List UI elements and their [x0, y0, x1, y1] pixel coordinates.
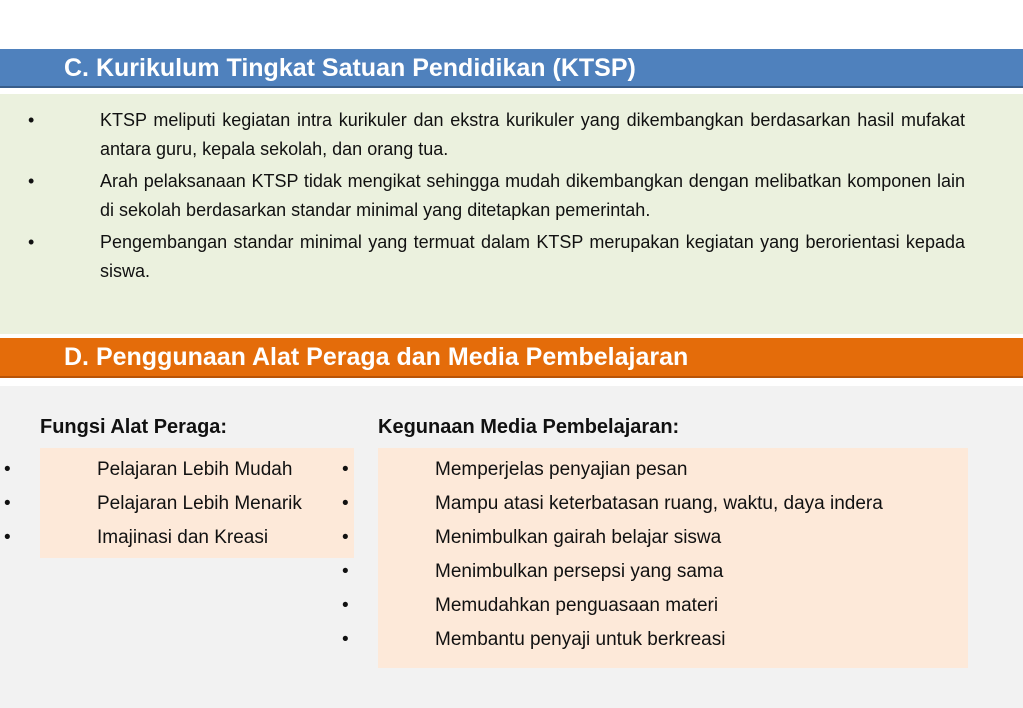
list-item [342, 487, 968, 521]
bullet-icon: • [4, 459, 11, 480]
section-c-content [0, 94, 1023, 334]
bullet-text: Memudahkan penguasaan materi [435, 595, 719, 616]
bullet-text: Membantu penyaji untuk berkreasi [435, 629, 726, 650]
bullet-text: Mampu atasi keterbatasan ruang, waktu, daya indera [435, 493, 883, 514]
list-item [342, 453, 968, 487]
list-item [4, 453, 354, 487]
section-d-content [0, 386, 1023, 708]
fungsi-box [4, 448, 354, 558]
list-item [28, 228, 965, 286]
bullet-icon: • [28, 110, 35, 130]
fungsi-heading: Fungsi Alat Peraga: [40, 416, 228, 438]
section-d-title: D. Penggunaan Alat Peraga dan Media Pembelajaran [64, 343, 689, 371]
bullet-icon: • [342, 459, 349, 480]
bullet-icon: • [4, 527, 11, 548]
bullet-text: Menimbulkan persepsi yang sama [435, 561, 724, 582]
bullet-text: Pelajaran Lebih Menarik [97, 493, 302, 514]
list-item [342, 623, 968, 657]
ktsp-bullet-list [28, 106, 965, 286]
list-item [28, 167, 965, 225]
bullet-icon: • [342, 629, 349, 650]
list-item [342, 589, 968, 623]
list-item [342, 521, 968, 555]
section-d-title-bar [0, 338, 1023, 378]
bullet-text: Menimbulkan gairah belajar siswa [435, 527, 722, 548]
bullet-text: KTSP meliputi kegiatan intra kurikuler dan ekstra kurikuler yang dikembangkan berdasarkan hasil mufakat antara guru, kepala sekolah, dan orang tua. [100, 110, 965, 159]
list-item [28, 106, 965, 164]
section-c-title-bar [0, 49, 1023, 88]
bullet-text: Arah pelaksanaan KTSP tidak mengikat sehingga mudah dikembangkan dengan melibatkan komponen lain di sekolah berdasarkan standar minimal yang ditetapkan pemerintah. [100, 171, 965, 220]
bullet-icon: • [4, 493, 11, 514]
bullet-icon: • [342, 493, 349, 514]
bullet-icon: • [28, 232, 35, 252]
fungsi-list [4, 453, 354, 555]
bullet-text: Pelajaran Lebih Mudah [97, 459, 293, 480]
list-item [4, 521, 354, 555]
list-item [342, 555, 968, 589]
bullet-text: Imajinasi dan Kreasi [97, 527, 269, 548]
bullet-text: Memperjelas penyajian pesan [435, 459, 688, 480]
kegunaan-list [342, 453, 968, 657]
bullet-icon: • [342, 561, 349, 582]
kegunaan-box [342, 448, 968, 668]
kegunaan-heading: Kegunaan Media Pembelajaran: [378, 416, 680, 438]
section-c-title: C. Kurikulum Tingkat Satuan Pendidikan (KTSP) [64, 54, 636, 82]
bullet-icon: • [28, 171, 35, 191]
bullet-icon: • [342, 595, 349, 616]
bullet-text: Pengembangan standar minimal yang termuat dalam KTSP merupakan kegiatan yang berorientasi kepada siswa. [100, 232, 965, 281]
bullet-icon: • [342, 527, 349, 548]
list-item [4, 487, 354, 521]
